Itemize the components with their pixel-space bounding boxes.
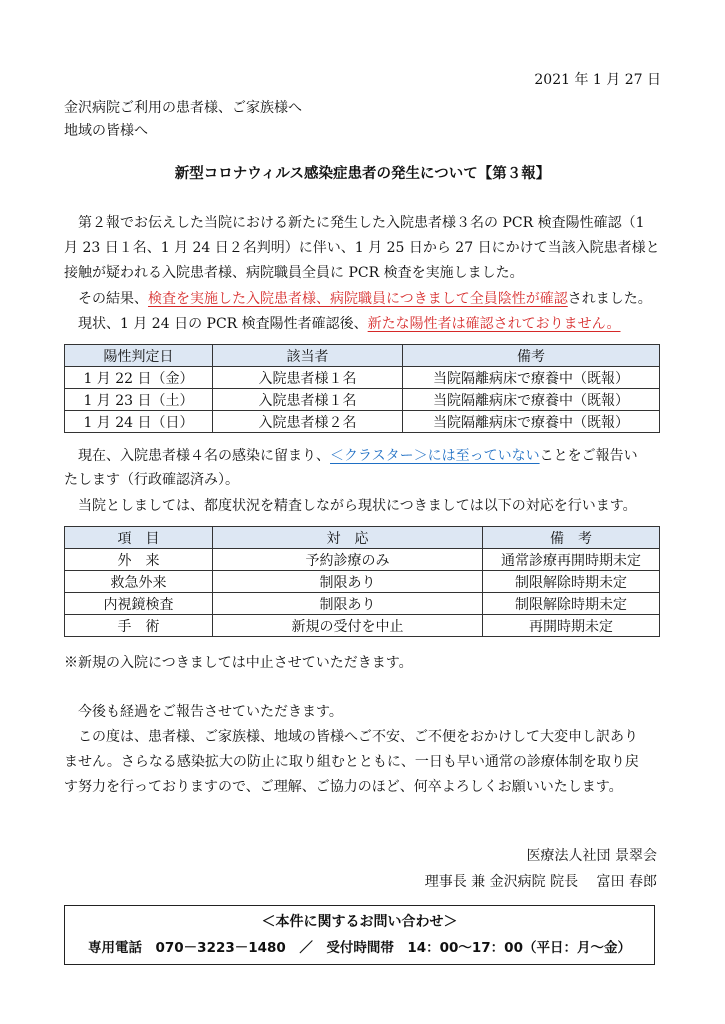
cell-remarks: 再開時期未定	[483, 615, 660, 637]
para1-line1: 第２報でお伝えした当院における新たに発生した入院患者様３名の PCR 検査陽性確認（1	[78, 215, 645, 231]
para3-pre: 現状、1 月 24 日の PCR 検査陽性者確認後、	[78, 316, 368, 332]
header-remarks: 備考	[403, 345, 660, 367]
cell-remarks: 当院隔離病床で療養中（既報）	[403, 411, 660, 433]
contact-box	[64, 905, 655, 965]
cell-response: 予約診療のみ	[213, 549, 483, 571]
para4-line1	[78, 446, 638, 466]
closing-line2: この度は、患者様、ご家族様、地域の皆様へご不安、ご不便をおかけして大変申し訳あり	[78, 729, 638, 745]
table-row	[65, 367, 660, 389]
addressee-patients: 金沢病院ご利用の患者様、ご家族様へ	[64, 100, 302, 116]
cell-date: 1 月 22 日（金）	[65, 367, 213, 389]
table-row	[65, 411, 660, 433]
para2	[78, 289, 652, 309]
header-item: 項 目	[65, 527, 213, 549]
cell-person: 入院患者様１名	[213, 389, 403, 411]
positive-cases-table	[64, 344, 660, 433]
para4-post: ことをご報告い	[539, 448, 638, 464]
cell-item: 救急外来	[65, 571, 213, 593]
para1-line2: 月 23 日１名、1 月 24 日２名判明）に伴い、1 月 25 日から 27 日にかけて当該入院患者様と	[64, 240, 660, 256]
closing-line4: す努力を行っておりますので、ご理解、ご協力のほど、何卒よろしくお願いいたします。	[64, 779, 623, 795]
contact-details: 専用電話 070－3223－1480 ／ 受付時間帯 14：00～17：00（平日：月～金）	[88, 940, 631, 956]
closing-line1: 今後も経過をご報告させていただきます。	[78, 704, 343, 720]
response-table	[64, 526, 660, 637]
cell-item: 手 術	[65, 615, 213, 637]
header-remarks: 備 考	[483, 527, 660, 549]
cell-remarks: 制限解除時期未定	[483, 571, 660, 593]
para5: 当院としましては、都度状況を精査しながら現状につきましては以下の対応を行います。	[78, 498, 637, 514]
para2-post: されました。	[567, 291, 652, 307]
table-row	[65, 615, 660, 637]
document-title: 新型コロナウィルス感染症患者の発生について【第３報】	[174, 166, 551, 182]
addressee-community: 地域の皆様へ	[64, 123, 148, 139]
cell-remarks: 通常診療再開時期未定	[483, 549, 660, 571]
document-date: 2021 年 1 月 27 日	[534, 72, 661, 88]
cell-remarks: 当院隔離病床で療養中（既報）	[403, 367, 660, 389]
table-row	[65, 593, 660, 615]
cell-person: 入院患者様１名	[213, 367, 403, 389]
closing-line3: ません。さらなる感染拡大の防止に取り組むとともに、一日も早い通常の診療体制を取り戻	[64, 754, 639, 770]
cell-person: 入院患者様２名	[213, 411, 403, 433]
cell-response: 制限あり	[213, 571, 483, 593]
signature-name: 理事長 兼 金沢病院 院長 富田 春郎	[424, 874, 657, 890]
header-judgement-date: 陽性判定日	[65, 345, 213, 367]
cell-item: 内視鏡検査	[65, 593, 213, 615]
para4-pre: 現在、入院患者様４名の感染に留まり、	[78, 448, 330, 464]
para3	[78, 314, 621, 334]
cell-item: 外 来	[65, 549, 213, 571]
table-row	[65, 571, 660, 593]
table-header-row	[65, 527, 660, 549]
admission-note: ※新規の入院につきましては中止させていただきます。	[64, 655, 413, 671]
para2-pre: その結果、	[78, 291, 148, 307]
table-row	[65, 549, 660, 571]
para4-line2: たします（行政確認済み）。	[64, 472, 239, 488]
cell-date: 1 月 24 日（日）	[65, 411, 213, 433]
para1-line3: 接触が疑われる入院患者様、病院職員全員に PCR 検査を実施しました。	[64, 265, 524, 281]
para2-highlight: 検査を実施した入院患者様、病院職員につきまして全員陰性が確認	[148, 291, 568, 307]
signature-org: 医療法人社団 景翠会	[526, 848, 657, 864]
cell-remarks: 制限解除時期未定	[483, 593, 660, 615]
header-person: 該当者	[213, 345, 403, 367]
cell-response: 新規の受付を中止	[213, 615, 483, 637]
para4-highlight: ＜クラスター＞には至っていない	[330, 448, 540, 464]
table-header-row	[65, 345, 660, 367]
contact-title: ＜本件に関するお問い合わせ＞	[261, 914, 458, 930]
cell-remarks: 当院隔離病床で療養中（既報）	[403, 389, 660, 411]
cell-date: 1 月 23 日（土）	[65, 389, 213, 411]
para3-highlight: 新たな陽性者は確認されておりません。	[367, 316, 621, 332]
table-row	[65, 389, 660, 411]
cell-response: 制限あり	[213, 593, 483, 615]
header-response: 対 応	[213, 527, 483, 549]
